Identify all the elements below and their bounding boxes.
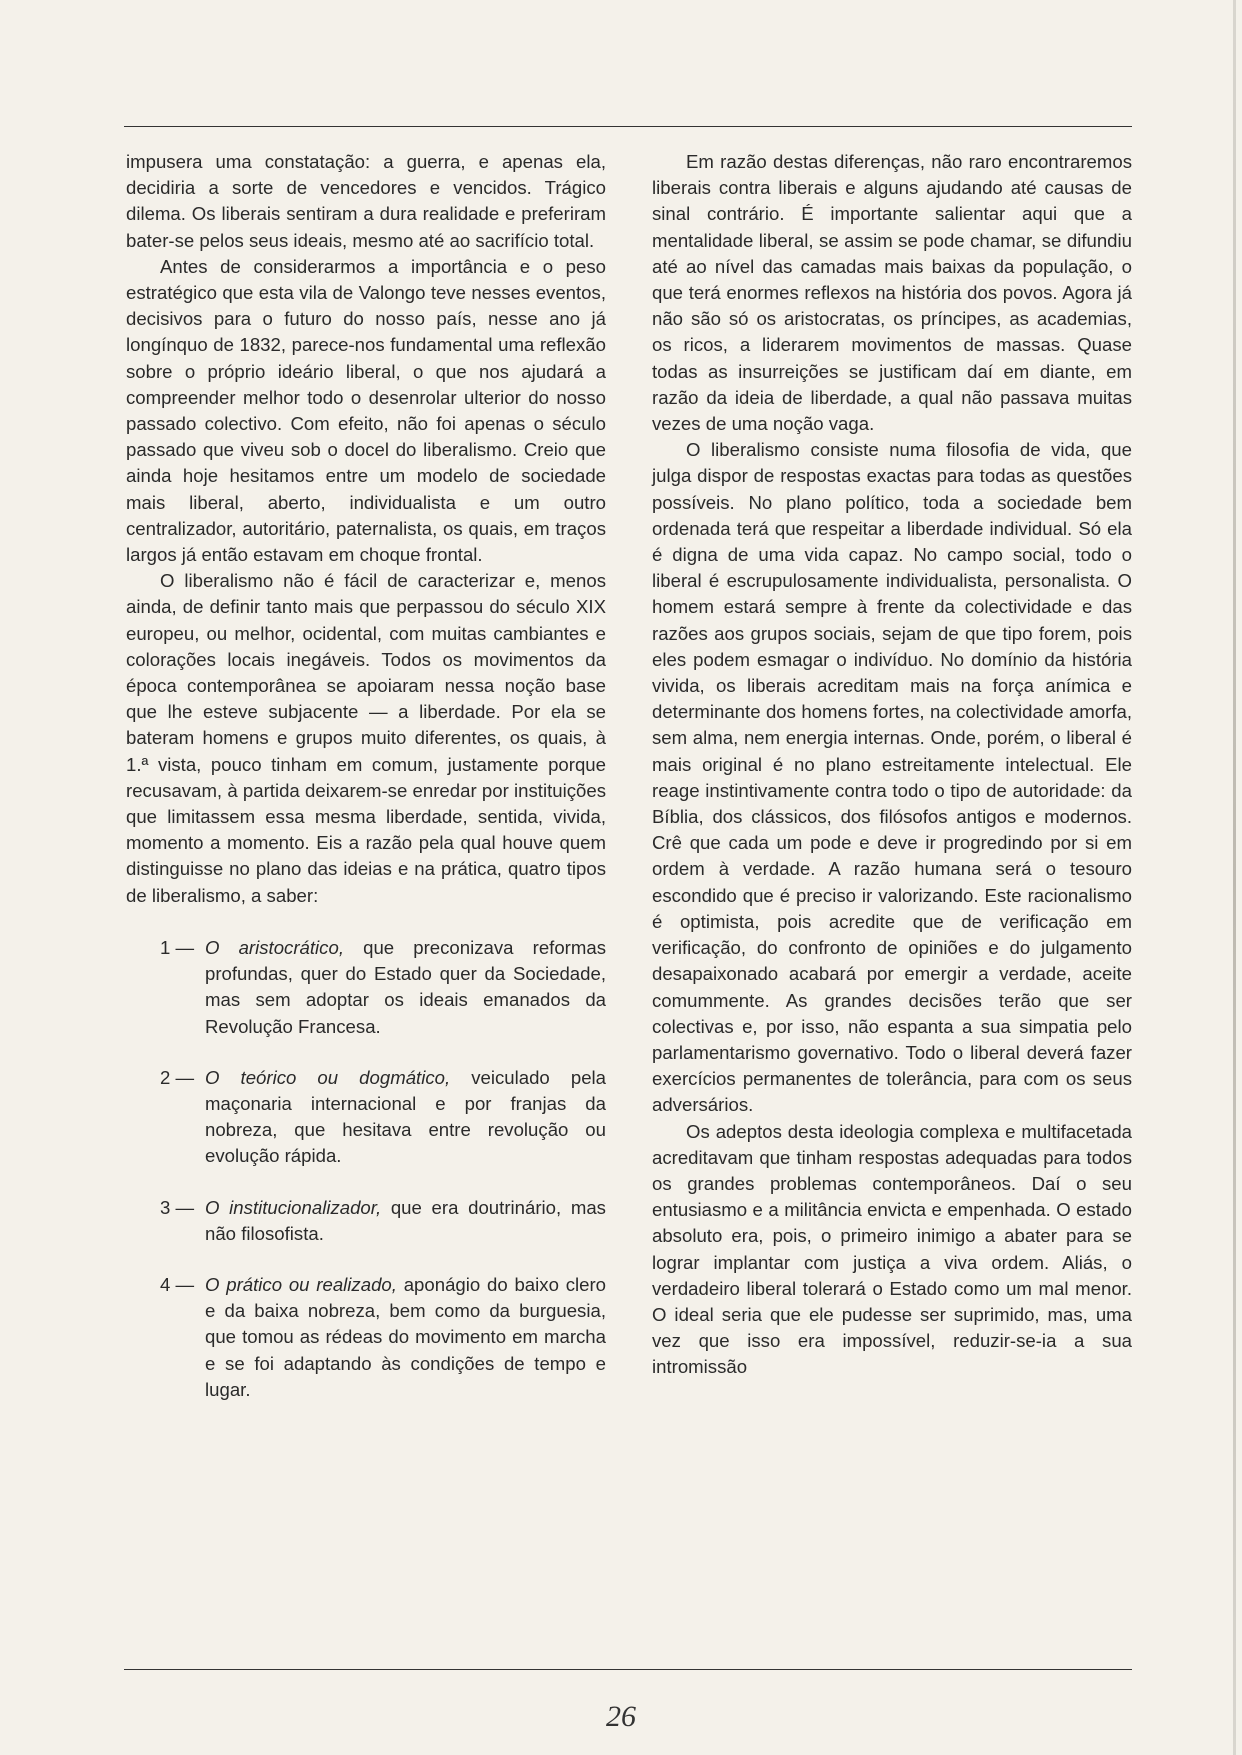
list-term: O prático ou realizado,: [205, 1273, 397, 1295]
list-text: que era doutrinário, mas não filosofista.: [205, 1196, 606, 1244]
list-term: O institucionalizador,: [205, 1196, 382, 1218]
list-term: O aristocrático,: [205, 936, 344, 958]
paragraph: O liberalismo consiste numa filosofia de vida, que julga dispor de respostas exactas para todas as questões possíveis. No plano político, toda a sociedade bem ordenada terá que respeitar a liberdade individual. Só ela é digna de uma vida capaz. No campo social, todo o liberal é escrupulosamente individualista, personalista. O homem estará sempre à frente da colectividade e das razões aos grupos sociais, sejam de que tipo forem, pois eles podem esmagar o indivíduo. No domínio da história vivida, os liberais acreditam mais na força anímica e determinante dos homens fortes, na colectividade amorfa, sem alma, nem energia internas. Onde, porém, o liberal é mais original é no plano estreitamente intelectual. Ele reage instintivamente contra todo o tipo de autoridade: da Bíblia, dos clássicos, dos filósofos antigos e modernos. Crê que cada um pode e deve ir progredindo por si em ordem à verdade. A razão humana será o tesouro escondido que é preciso ir valorizando. Este racionalismo é optimista, pois acredite que de verificação em verificação, do confronto de opiniões e do julgamento desapaixonado acabará por emergir a verdade, aceite comummente. As grandes decisões terão que ser colectivas e, por isso, não espanta a sua simpatia pelo parlamentarismo governativo. Todo o liberal deverá fazer exercícios permanentes de tolerância, para com os seus adversários.: [652, 439, 1132, 1116]
list-item: [126, 1195, 606, 1247]
list-text: que preconizava reformas profundas, quer do Estado quer da Sociedade, mas sem adoptar os ideais emanados da Revolução Francesa.: [205, 936, 606, 1037]
list-number: 3 —: [160, 1196, 195, 1218]
liberalism-types-list: [126, 935, 606, 1403]
paragraph: impusera uma constatação: a guerra, e apenas ela, decidiria a sorte de vencedores e vencidos. Trágico dilema. Os liberais sentiram a dura realidade e preferiram bater-se pelos seus ideais, mesmo até ao sacrifício total.: [126, 151, 606, 251]
list-item: [126, 1065, 606, 1170]
page-number: 26: [606, 1700, 636, 1733]
list-number: 2 —: [160, 1066, 195, 1088]
paragraph: Em razão destas diferenças, não raro encontraremos liberais contra liberais e alguns ajudando até causas de sinal contrário. É importante salientar aqui que a mentalidade liberal, se assim se pode chamar, se difundiu até ao nível das camadas mais baixas da população, o que terá enormes reflexos na história dos povos. Agora já não são só os aristocratas, os príncipes, as academias, os ricos, a liderarem movimentos de massas. Quase todas as insurreições se justificam daí em diante, em razão da ideia de liberdade, a qual não passava muitas vezes de uma noção vaga.: [652, 151, 1132, 435]
bottom-rule: [124, 1669, 1132, 1670]
list-item: [126, 935, 606, 1040]
list-term: O teórico ou dogmático,: [205, 1066, 451, 1088]
list-item: [126, 1272, 606, 1403]
page-edge-shadow: [1233, 0, 1236, 1755]
left-column: [126, 149, 606, 1428]
list-text: veiculado pela maçonaria internacional e por franjas da nobreza, que hesitava entre revolução ou evolução rápida.: [205, 1066, 607, 1167]
list-number: 1 —: [160, 936, 195, 958]
list-text: aponágio do baixo clero e da baixa nobreza, bem como da burguesia, que tomou as rédeas do movimento em marcha e se foi adaptando às condições de tempo e lugar.: [205, 1273, 606, 1400]
paragraph: Antes de considerarmos a importância e o peso estratégico que esta vila de Valongo teve nesses eventos, decisivos para o futuro do nosso país, nesse ano já longínquo de 1832, parece-nos fundamental uma reflexão sobre o próprio ideário liberal, o que nos ajudará a compreender melhor todo o desenrolar ulterior do nosso passado colectivo. Com efeito, não foi apenas o século passado que viveu sob o docel do liberalismo. Creio que ainda hoje hesitamos entre um modelo de sociedade mais liberal, aberto, individualista e um outro centralizador, autoritário, paternalista, os quais, em traços largos já então estavam em choque frontal.: [126, 255, 606, 566]
top-rule: [124, 126, 1132, 127]
paragraph: Os adeptos desta ideologia complexa e multifacetada acreditavam que tinham respostas adequadas para todos os grandes problemas contemporâneos. Daí o seu entusiasmo e a militância envicta e empenhada. O estado absoluto era, pois, o primeiro inimigo a abater para se lograr implantar com justiça a viva ordem. Aliás, o verdadeiro liberal tolerará o Estado como um mal menor. O ideal seria que ele pudesse ser suprimido, mas, uma vez que isso era impossível, reduzir-se-ia a sua intromissão: [652, 1120, 1132, 1378]
paragraph: O liberalismo não é fácil de caracterizar e, menos ainda, de definir tanto mais que perpassou do século XIX europeu, ou melhor, ocidental, com muitas cambiantes e colorações locais inegáveis. Todos os movimentos da época contemporânea se apoiaram nessa noção base que lhe esteve subjacente — a liberdade. Por ela se bateram homens e grupos muito diferentes, os quais, à 1.ª vista, pouco tinham em comum, justamente porque recusavam, à partida deixarem-se enredar por instituições que limitassem essa mesma liberdade, sentida, vivida, momento a momento. Eis a razão pela qual houve quem distinguisse no plano das ideias e na prática, quatro tipos de liberalismo, a saber:: [126, 570, 606, 906]
list-number: 4 —: [160, 1273, 195, 1295]
right-column: [652, 149, 1132, 1381]
